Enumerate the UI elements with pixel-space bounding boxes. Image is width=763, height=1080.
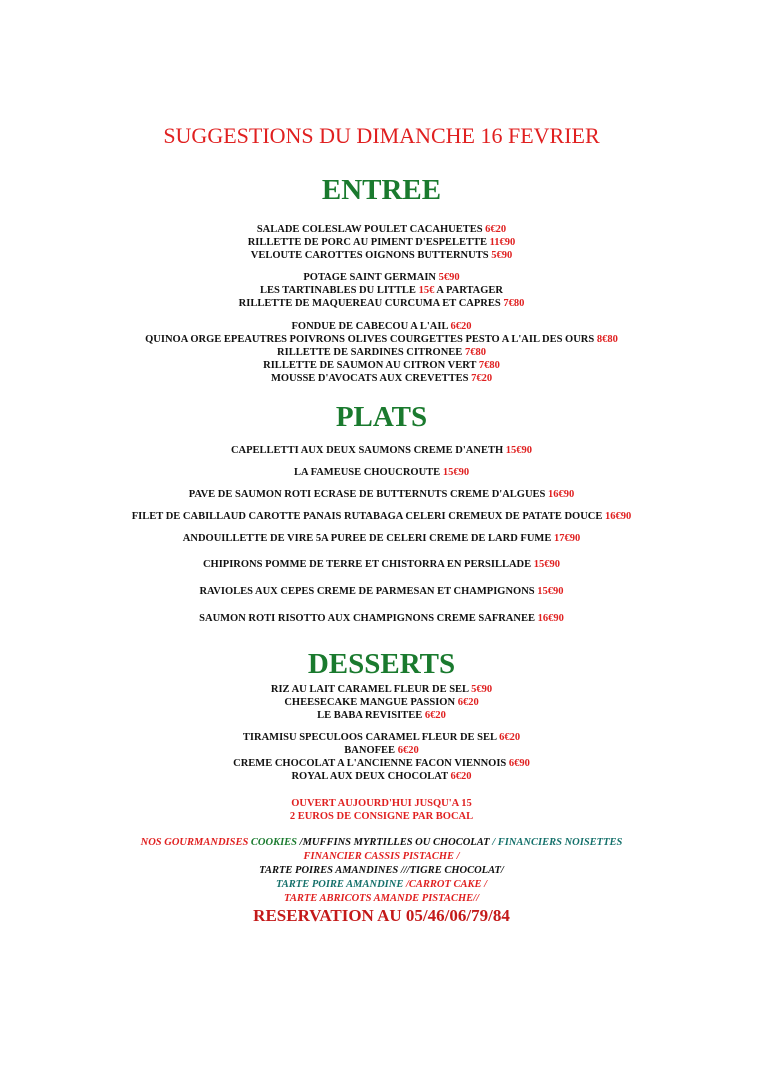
entree-item (0, 333, 763, 346)
gourmandises-label: NOS GOURMANDISES (140, 837, 251, 848)
dish-price: 16€90 (605, 511, 632, 522)
entree-item (0, 346, 763, 359)
dish-name: CREME CHOCOLAT A L'ANCIENNE FACON VIENNOIS (233, 758, 509, 769)
deposit-note: 2 EUROS DE CONSIGNE PAR BOCAL (289, 811, 474, 822)
dish-note: A PARTAGER (434, 285, 503, 296)
dessert-item (0, 683, 763, 696)
dish-price: 8€80 (596, 334, 618, 345)
entree-item (0, 249, 763, 262)
dish-name: RILLETTE DE PORC AU PIMENT D'ESPELETTE (247, 237, 490, 248)
dessert-item (0, 709, 763, 722)
plat-item (0, 585, 763, 598)
entree-item (0, 372, 763, 385)
entree-item (0, 223, 763, 236)
entree-heading: ENTREE (321, 174, 442, 206)
dish-price: 6€20 (457, 697, 479, 708)
dish-name: CHIPIRONS POMME DE TERRE ET CHISTORRA EN PERSILLADE (202, 559, 534, 570)
dessert-item (0, 696, 763, 709)
gourmandises-line: TARTE POIRES AMANDINES ///TIGRE CHOCOLAT/ (259, 865, 504, 876)
plat-item (0, 444, 763, 457)
dish-name: TIRAMISU SPECULOOS CARAMEL FLEUR DE SEL (242, 732, 500, 743)
dish-name: RILLETTE DE MAQUEREAU CURCUMA ET CAPRES (238, 298, 504, 309)
plat-item (0, 510, 763, 523)
gourmandise-item: /CARROT CAKE / (405, 879, 488, 890)
entree-item (0, 271, 763, 284)
dessert-item (0, 757, 763, 770)
dish-name: ROYAL AUX DEUX CHOCOLAT (291, 771, 451, 782)
dish-price: 15€90 (537, 586, 564, 597)
dish-price: 16€90 (548, 489, 575, 500)
dish-name: LE BABA REVISITEE (317, 710, 425, 721)
dish-price: 6€20 (450, 771, 472, 782)
gourmandise-item: TARTE POIRE AMANDINE (275, 879, 406, 890)
entree-item (0, 359, 763, 372)
gourmandise-item: / FINANCIERS NOISETTES (492, 837, 623, 848)
dish-price: 11€90 (489, 237, 516, 248)
dish-price: 6€20 (485, 224, 507, 235)
dessert-item (0, 731, 763, 744)
dish-name: VELOUTE CAROTTES OIGNONS BUTTERNUTS (250, 250, 492, 261)
plat-item (0, 612, 763, 625)
plats-heading: PLATS (335, 401, 428, 433)
dish-name: RILLETTE DE SARDINES CITRONEE (277, 347, 465, 358)
dish-price: 15€90 (442, 467, 470, 478)
plat-item (0, 466, 763, 479)
dish-price: 15€90 (533, 559, 561, 570)
dish-price: 15€90 (505, 445, 533, 456)
page-title: SUGGESTIONS DU DIMANCHE 16 FEVRIER (163, 123, 600, 148)
dish-name: RIZ AU LAIT CARAMEL FLEUR DE SEL (270, 684, 472, 695)
plat-item (0, 558, 763, 571)
dish-price: 6€20 (424, 710, 446, 721)
dish-price: 7€80 (464, 347, 486, 358)
dish-name: LA FAMEUSE CHOUCROUTE (293, 467, 443, 478)
dessert-item (0, 770, 763, 783)
gourmandise-item: COOKIES (250, 837, 300, 848)
plat-item (0, 488, 763, 501)
dish-price: 16€90 (537, 613, 564, 624)
dish-name: POTAGE SAINT GERMAIN (303, 272, 439, 283)
dish-name: RAVIOLES AUX CEPES CREME DE PARMESAN ET CHAMPIGNONS (199, 586, 538, 597)
dish-name: CAPELLETTI AUX DEUX SAUMONS CREME D'ANETH (230, 445, 506, 456)
dish-name: RILLETTE DE SAUMON AU CITRON VERT (263, 360, 479, 371)
dish-price: 5€90 (471, 684, 493, 695)
gourmandises-line: TARTE ABRICOTS AMANDE PISTACHE// (284, 893, 479, 904)
dish-price: 17€90 (553, 533, 581, 544)
dish-name: QUINOA ORGE EPEAUTRES POIVRONS OLIVES COURGETTES PESTO A L'AIL DES OURS (145, 334, 597, 345)
dish-name: SALADE COLESLAW POULET CACAHUETES (256, 224, 486, 235)
dish-price: 15€ (418, 285, 435, 296)
dish-name: BANOFEE (344, 745, 398, 756)
entree-item (0, 284, 763, 297)
dish-price: 6€20 (397, 745, 419, 756)
dish-name: LES TARTINABLES DU LITTLE (260, 285, 419, 296)
plat-item (0, 532, 763, 545)
dish-name: FONDUE DE CABECOU A L'AIL (291, 321, 451, 332)
gourmandises-line (0, 836, 763, 849)
dish-price: 6€20 (499, 732, 521, 743)
dish-name: SAUMON ROTI RISOTTO AUX CHAMPIGNONS CREME SAFRANEE (199, 613, 538, 624)
dish-price: 6€20 (450, 321, 472, 332)
dish-price: 6€90 (508, 758, 530, 769)
gourmandise-item: /MUFFINS MYRTILLES OU CHOCOLAT (299, 837, 493, 848)
entree-item (0, 320, 763, 333)
dish-name: ANDOUILLETTE DE VIRE 5A PUREE DE CELERI CREME DE LARD FUME (182, 533, 554, 544)
desserts-heading: DESSERTS (307, 648, 456, 680)
dish-name: CHEESECAKE MANGUE PASSION (284, 697, 458, 708)
gourmandises-line: FINANCIER CASSIS PISTACHE / (303, 851, 460, 862)
dish-price: 7€20 (471, 373, 493, 384)
entree-item (0, 236, 763, 249)
dish-name: MOUSSE D'AVOCATS AUX CREVETTES (270, 373, 472, 384)
dessert-item (0, 744, 763, 757)
dish-name: PAVE DE SAUMON ROTI ECRASE DE BUTTERNUTS CREME D'ALGUES (188, 489, 549, 500)
dish-price: 5€90 (438, 272, 460, 283)
dish-price: 7€80 (478, 360, 500, 371)
entree-item (0, 297, 763, 310)
dish-name: FILET DE CABILLAUD CAROTTE PANAIS RUTABAGA CELERI CREMEUX DE PATATE DOUCE (131, 511, 605, 522)
dish-price: 5€90 (491, 250, 513, 261)
gourmandises-line (0, 878, 763, 891)
dish-price: 7€80 (503, 298, 525, 309)
opening-hours: OUVERT AUJOURD'HUI JUSQU'A 15 (291, 798, 472, 809)
reservation-phone: RESERVATION AU 05/46/06/79/84 (253, 906, 510, 925)
